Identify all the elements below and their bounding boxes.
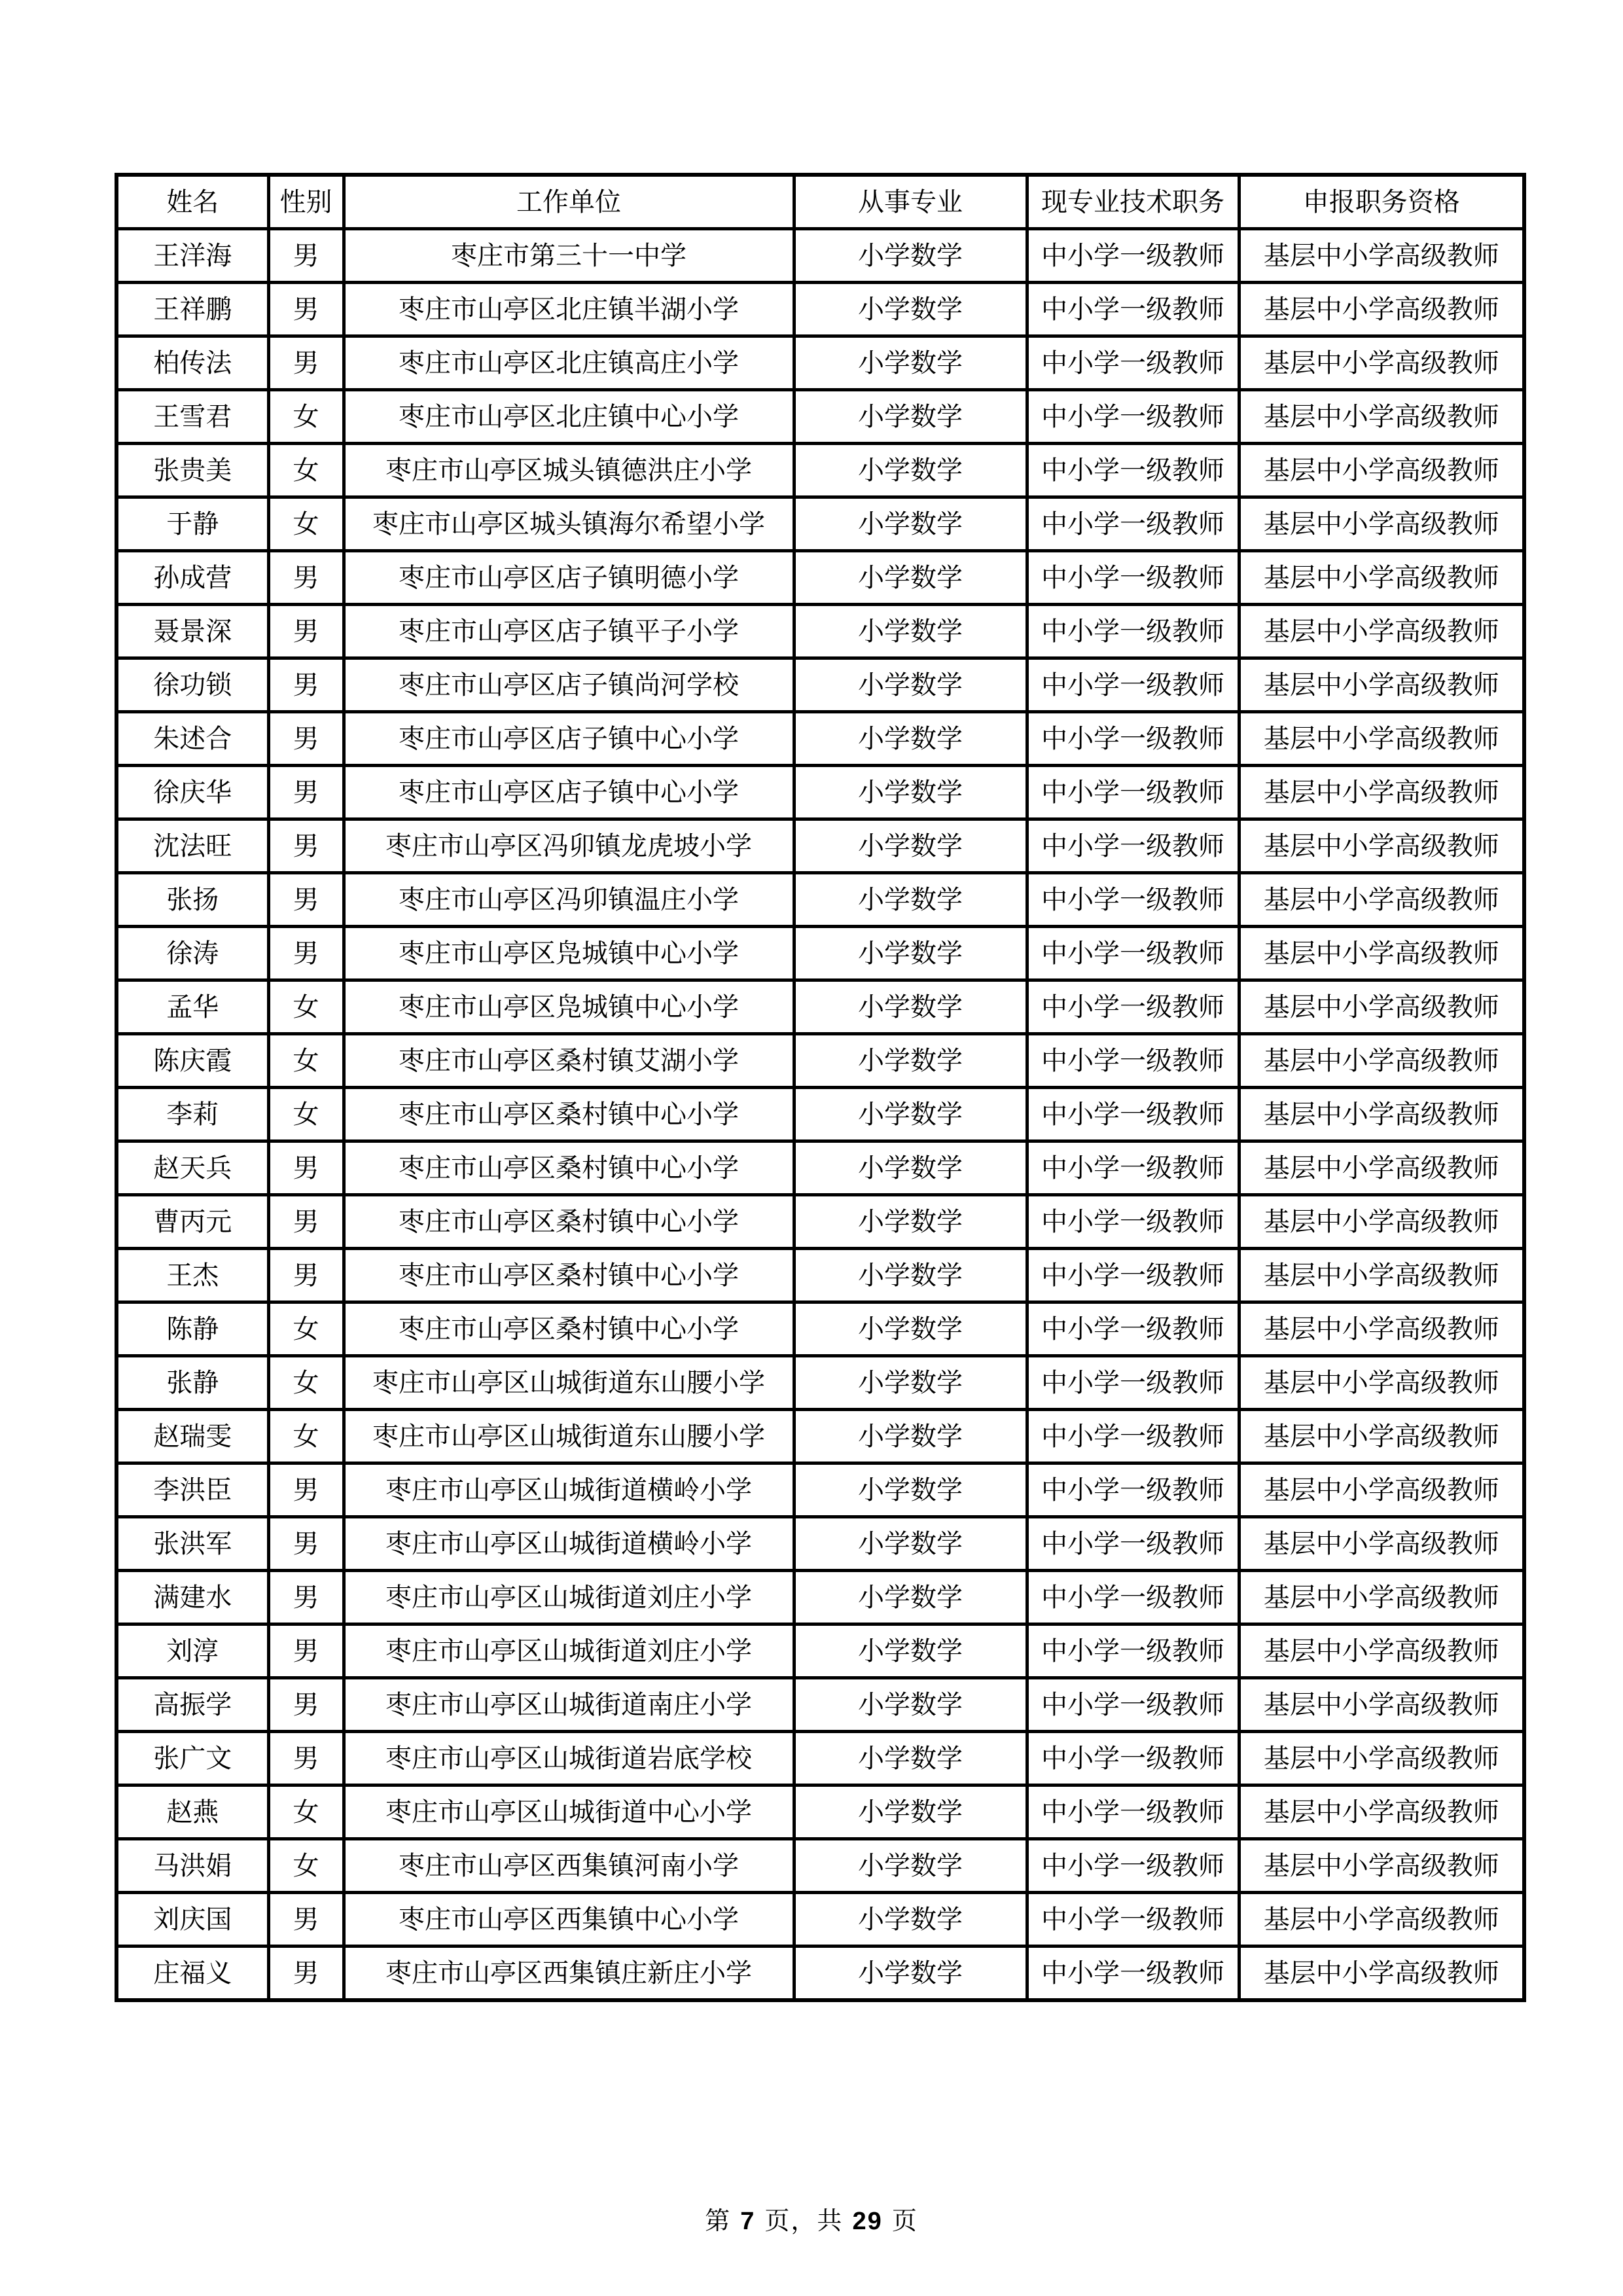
total-pages-number: 29 <box>852 2208 883 2235</box>
cell-applied-qualification: 基层中小学高级教师 <box>1239 766 1524 819</box>
cell-current-title: 中小学一级教师 <box>1027 766 1239 819</box>
cell-gender: 男 <box>268 605 344 658</box>
cell-work-unit: 枣庄市山亭区冯卯镇龙虎坡小学 <box>344 819 794 873</box>
cell-gender: 女 <box>268 444 344 497</box>
cell-applied-qualification: 基层中小学高级教师 <box>1239 819 1524 873</box>
cell-major: 小学数学 <box>794 497 1027 551</box>
header-applied-qualification: 申报职务资格 <box>1239 175 1524 229</box>
cell-name: 王雪君 <box>116 390 268 444</box>
cell-work-unit: 枣庄市山亭区山城街道横岭小学 <box>344 1517 794 1571</box>
cell-current-title: 中小学一级教师 <box>1027 658 1239 712</box>
cell-major: 小学数学 <box>794 980 1027 1034</box>
cell-major: 小学数学 <box>794 1517 1027 1571</box>
footer-suffix: 页 <box>891 2206 918 2235</box>
table-row <box>116 229 1524 283</box>
cell-applied-qualification: 基层中小学高级教师 <box>1239 1034 1524 1088</box>
cell-name: 徐涛 <box>116 927 268 980</box>
cell-name: 张贵美 <box>116 444 268 497</box>
cell-name: 柏传法 <box>116 336 268 390</box>
table-row <box>116 873 1524 927</box>
table-row <box>116 927 1524 980</box>
cell-gender: 男 <box>268 1571 344 1624</box>
cell-work-unit: 枣庄市山亭区北庄镇高庄小学 <box>344 336 794 390</box>
cell-applied-qualification: 基层中小学高级教师 <box>1239 1571 1524 1624</box>
cell-applied-qualification: 基层中小学高级教师 <box>1239 1302 1524 1356</box>
cell-work-unit: 枣庄市山亭区店子镇尚河学校 <box>344 658 794 712</box>
table-row <box>116 1249 1524 1302</box>
cell-gender: 女 <box>268 1034 344 1088</box>
cell-applied-qualification: 基层中小学高级教师 <box>1239 980 1524 1034</box>
cell-work-unit: 枣庄市山亭区城头镇海尔希望小学 <box>344 497 794 551</box>
table-header-row <box>116 175 1524 229</box>
cell-current-title: 中小学一级教师 <box>1027 229 1239 283</box>
cell-name: 孙成营 <box>116 551 268 605</box>
cell-name: 沈法旺 <box>116 819 268 873</box>
cell-work-unit: 枣庄市山亭区凫城镇中心小学 <box>344 927 794 980</box>
cell-major: 小学数学 <box>794 1302 1027 1356</box>
cell-applied-qualification: 基层中小学高级教师 <box>1239 551 1524 605</box>
cell-current-title: 中小学一级教师 <box>1027 1088 1239 1141</box>
cell-work-unit: 枣庄市山亭区桑村镇中心小学 <box>344 1088 794 1141</box>
cell-major: 小学数学 <box>794 1839 1027 1893</box>
cell-work-unit: 枣庄市山亭区山城街道东山腰小学 <box>344 1410 794 1463</box>
cell-major: 小学数学 <box>794 1356 1027 1410</box>
table-row <box>116 497 1524 551</box>
cell-name: 朱述合 <box>116 712 268 766</box>
cell-name: 刘庆国 <box>116 1893 268 1946</box>
cell-current-title: 中小学一级教师 <box>1027 1946 1239 2001</box>
cell-major: 小学数学 <box>794 1195 1027 1249</box>
cell-major: 小学数学 <box>794 551 1027 605</box>
cell-work-unit: 枣庄市山亭区山城街道横岭小学 <box>344 1463 794 1517</box>
cell-work-unit: 枣庄市山亭区凫城镇中心小学 <box>344 980 794 1034</box>
cell-current-title: 中小学一级教师 <box>1027 551 1239 605</box>
cell-gender: 男 <box>268 1141 344 1195</box>
cell-gender: 男 <box>268 873 344 927</box>
cell-applied-qualification: 基层中小学高级教师 <box>1239 1893 1524 1946</box>
cell-gender: 男 <box>268 1624 344 1678</box>
cell-major: 小学数学 <box>794 873 1027 927</box>
current-page-number: 7 <box>740 2208 756 2235</box>
cell-work-unit: 枣庄市山亭区北庄镇中心小学 <box>344 390 794 444</box>
cell-applied-qualification: 基层中小学高级教师 <box>1239 283 1524 336</box>
cell-major: 小学数学 <box>794 819 1027 873</box>
cell-name: 赵瑞雯 <box>116 1410 268 1463</box>
cell-name: 聂景深 <box>116 605 268 658</box>
cell-work-unit: 枣庄市第三十一中学 <box>344 229 794 283</box>
cell-current-title: 中小学一级教师 <box>1027 605 1239 658</box>
cell-work-unit: 枣庄市山亭区店子镇中心小学 <box>344 712 794 766</box>
cell-work-unit: 枣庄市山亭区西集镇河南小学 <box>344 1839 794 1893</box>
table-row <box>116 1463 1524 1517</box>
cell-applied-qualification: 基层中小学高级教师 <box>1239 1678 1524 1732</box>
cell-major: 小学数学 <box>794 1893 1027 1946</box>
cell-major: 小学数学 <box>794 1571 1027 1624</box>
cell-current-title: 中小学一级教师 <box>1027 336 1239 390</box>
cell-applied-qualification: 基层中小学高级教师 <box>1239 390 1524 444</box>
cell-work-unit: 枣庄市山亭区山城街道岩底学校 <box>344 1732 794 1785</box>
cell-name: 赵天兵 <box>116 1141 268 1195</box>
table-row <box>116 1571 1524 1624</box>
cell-name: 满建水 <box>116 1571 268 1624</box>
table-row <box>116 1088 1524 1141</box>
cell-work-unit: 枣庄市山亭区桑村镇中心小学 <box>344 1141 794 1195</box>
cell-work-unit: 枣庄市山亭区桑村镇中心小学 <box>344 1302 794 1356</box>
cell-major: 小学数学 <box>794 390 1027 444</box>
cell-work-unit: 枣庄市山亭区城头镇德洪庄小学 <box>344 444 794 497</box>
cell-major: 小学数学 <box>794 927 1027 980</box>
table-row <box>116 390 1524 444</box>
cell-major: 小学数学 <box>794 1463 1027 1517</box>
cell-gender: 女 <box>268 497 344 551</box>
cell-name: 李莉 <box>116 1088 268 1141</box>
cell-work-unit: 枣庄市山亭区桑村镇艾湖小学 <box>344 1034 794 1088</box>
cell-current-title: 中小学一级教师 <box>1027 1302 1239 1356</box>
cell-name: 陈静 <box>116 1302 268 1356</box>
cell-current-title: 中小学一级教师 <box>1027 1517 1239 1571</box>
cell-work-unit: 枣庄市山亭区北庄镇半湖小学 <box>344 283 794 336</box>
cell-name: 马洪娟 <box>116 1839 268 1893</box>
cell-name: 李洪臣 <box>116 1463 268 1517</box>
cell-gender: 男 <box>268 1678 344 1732</box>
cell-work-unit: 枣庄市山亭区店子镇明德小学 <box>344 551 794 605</box>
header-name: 姓名 <box>116 175 268 229</box>
cell-major: 小学数学 <box>794 283 1027 336</box>
teacher-roster-table <box>115 173 1526 2002</box>
cell-current-title: 中小学一级教师 <box>1027 819 1239 873</box>
cell-major: 小学数学 <box>794 712 1027 766</box>
header-work-unit: 工作单位 <box>344 175 794 229</box>
cell-current-title: 中小学一级教师 <box>1027 1410 1239 1463</box>
cell-applied-qualification: 基层中小学高级教师 <box>1239 1141 1524 1195</box>
cell-name: 王洋海 <box>116 229 268 283</box>
cell-gender: 女 <box>268 1785 344 1839</box>
cell-current-title: 中小学一级教师 <box>1027 1785 1239 1839</box>
cell-applied-qualification: 基层中小学高级教师 <box>1239 927 1524 980</box>
cell-gender: 男 <box>268 551 344 605</box>
cell-applied-qualification: 基层中小学高级教师 <box>1239 712 1524 766</box>
cell-name: 张广文 <box>116 1732 268 1785</box>
cell-name: 曹丙元 <box>116 1195 268 1249</box>
cell-major: 小学数学 <box>794 1410 1027 1463</box>
cell-work-unit: 枣庄市山亭区店子镇平子小学 <box>344 605 794 658</box>
cell-name: 高振学 <box>116 1678 268 1732</box>
cell-major: 小学数学 <box>794 1141 1027 1195</box>
page-footer <box>0 2200 1623 2236</box>
table-row <box>116 1785 1524 1839</box>
cell-applied-qualification: 基层中小学高级教师 <box>1239 444 1524 497</box>
cell-gender: 女 <box>268 980 344 1034</box>
cell-current-title: 中小学一级教师 <box>1027 1356 1239 1410</box>
cell-gender: 男 <box>268 658 344 712</box>
cell-major: 小学数学 <box>794 336 1027 390</box>
cell-work-unit: 枣庄市山亭区山城街道中心小学 <box>344 1785 794 1839</box>
cell-current-title: 中小学一级教师 <box>1027 1034 1239 1088</box>
cell-major: 小学数学 <box>794 1732 1027 1785</box>
cell-applied-qualification: 基层中小学高级教师 <box>1239 1249 1524 1302</box>
cell-major: 小学数学 <box>794 1034 1027 1088</box>
cell-applied-qualification: 基层中小学高级教师 <box>1239 229 1524 283</box>
cell-current-title: 中小学一级教师 <box>1027 873 1239 927</box>
cell-major: 小学数学 <box>794 1624 1027 1678</box>
table-row <box>116 336 1524 390</box>
cell-current-title: 中小学一级教师 <box>1027 283 1239 336</box>
header-major: 从事专业 <box>794 175 1027 229</box>
cell-current-title: 中小学一级教师 <box>1027 1893 1239 1946</box>
cell-gender: 男 <box>268 283 344 336</box>
footer-middle: 页，共 <box>764 2206 844 2235</box>
table-row <box>116 766 1524 819</box>
cell-work-unit: 枣庄市山亭区桑村镇中心小学 <box>344 1249 794 1302</box>
cell-gender: 女 <box>268 390 344 444</box>
cell-applied-qualification: 基层中小学高级教师 <box>1239 1410 1524 1463</box>
cell-gender: 女 <box>268 1839 344 1893</box>
cell-work-unit: 枣庄市山亭区西集镇庄新庄小学 <box>344 1946 794 2001</box>
cell-major: 小学数学 <box>794 605 1027 658</box>
table-row <box>116 1732 1524 1785</box>
cell-name: 张扬 <box>116 873 268 927</box>
table-row <box>116 1893 1524 1946</box>
cell-current-title: 中小学一级教师 <box>1027 1732 1239 1785</box>
cell-current-title: 中小学一级教师 <box>1027 1249 1239 1302</box>
cell-applied-qualification: 基层中小学高级教师 <box>1239 873 1524 927</box>
cell-major: 小学数学 <box>794 766 1027 819</box>
table-row <box>116 658 1524 712</box>
cell-gender: 女 <box>268 1410 344 1463</box>
cell-major: 小学数学 <box>794 1088 1027 1141</box>
cell-gender: 男 <box>268 229 344 283</box>
cell-major: 小学数学 <box>794 444 1027 497</box>
cell-current-title: 中小学一级教师 <box>1027 927 1239 980</box>
cell-applied-qualification: 基层中小学高级教师 <box>1239 1624 1524 1678</box>
table-row <box>116 1195 1524 1249</box>
cell-name: 于静 <box>116 497 268 551</box>
cell-gender: 男 <box>268 1463 344 1517</box>
table-row <box>116 1410 1524 1463</box>
table-row <box>116 980 1524 1034</box>
cell-applied-qualification: 基层中小学高级教师 <box>1239 1785 1524 1839</box>
table-row <box>116 605 1524 658</box>
table-row <box>116 1946 1524 2001</box>
cell-applied-qualification: 基层中小学高级教师 <box>1239 1195 1524 1249</box>
cell-work-unit: 枣庄市山亭区冯卯镇温庄小学 <box>344 873 794 927</box>
cell-name: 王杰 <box>116 1249 268 1302</box>
cell-gender: 男 <box>268 1195 344 1249</box>
cell-current-title: 中小学一级教师 <box>1027 712 1239 766</box>
cell-gender: 男 <box>268 1517 344 1571</box>
cell-current-title: 中小学一级教师 <box>1027 1571 1239 1624</box>
cell-applied-qualification: 基层中小学高级教师 <box>1239 1356 1524 1410</box>
cell-applied-qualification: 基层中小学高级教师 <box>1239 1732 1524 1785</box>
cell-name: 张静 <box>116 1356 268 1410</box>
cell-name: 庄福义 <box>116 1946 268 2001</box>
cell-applied-qualification: 基层中小学高级教师 <box>1239 1839 1524 1893</box>
cell-name: 陈庆霞 <box>116 1034 268 1088</box>
cell-gender: 男 <box>268 819 344 873</box>
cell-work-unit: 枣庄市山亭区桑村镇中心小学 <box>344 1195 794 1249</box>
table-row <box>116 1517 1524 1571</box>
cell-major: 小学数学 <box>794 1785 1027 1839</box>
cell-major: 小学数学 <box>794 658 1027 712</box>
cell-major: 小学数学 <box>794 1946 1027 2001</box>
cell-current-title: 中小学一级教师 <box>1027 1463 1239 1517</box>
table-row <box>116 1624 1524 1678</box>
cell-name: 张洪军 <box>116 1517 268 1571</box>
cell-current-title: 中小学一级教师 <box>1027 1678 1239 1732</box>
table-row <box>116 712 1524 766</box>
cell-current-title: 中小学一级教师 <box>1027 497 1239 551</box>
table-row <box>116 819 1524 873</box>
cell-gender: 男 <box>268 1946 344 2001</box>
cell-work-unit: 枣庄市山亭区山城街道刘庄小学 <box>344 1624 794 1678</box>
cell-gender: 男 <box>268 336 344 390</box>
cell-applied-qualification: 基层中小学高级教师 <box>1239 605 1524 658</box>
table-row <box>116 444 1524 497</box>
table-row <box>116 551 1524 605</box>
table-row <box>116 1141 1524 1195</box>
cell-name: 徐庆华 <box>116 766 268 819</box>
cell-gender: 男 <box>268 1249 344 1302</box>
cell-name: 赵燕 <box>116 1785 268 1839</box>
cell-current-title: 中小学一级教师 <box>1027 444 1239 497</box>
table-row <box>116 1839 1524 1893</box>
cell-current-title: 中小学一级教师 <box>1027 1839 1239 1893</box>
cell-gender: 男 <box>268 1893 344 1946</box>
table-row <box>116 283 1524 336</box>
cell-applied-qualification: 基层中小学高级教师 <box>1239 1463 1524 1517</box>
cell-gender: 男 <box>268 766 344 819</box>
table-row <box>116 1302 1524 1356</box>
header-gender: 性别 <box>268 175 344 229</box>
cell-current-title: 中小学一级教师 <box>1027 1141 1239 1195</box>
cell-name: 孟华 <box>116 980 268 1034</box>
cell-applied-qualification: 基层中小学高级教师 <box>1239 336 1524 390</box>
cell-major: 小学数学 <box>794 1678 1027 1732</box>
cell-applied-qualification: 基层中小学高级教师 <box>1239 658 1524 712</box>
cell-gender: 女 <box>268 1356 344 1410</box>
cell-work-unit: 枣庄市山亭区西集镇中心小学 <box>344 1893 794 1946</box>
cell-major: 小学数学 <box>794 229 1027 283</box>
table-row <box>116 1034 1524 1088</box>
cell-applied-qualification: 基层中小学高级教师 <box>1239 1517 1524 1571</box>
footer-prefix: 第 <box>705 2206 732 2235</box>
cell-work-unit: 枣庄市山亭区店子镇中心小学 <box>344 766 794 819</box>
cell-current-title: 中小学一级教师 <box>1027 980 1239 1034</box>
cell-gender: 男 <box>268 712 344 766</box>
cell-work-unit: 枣庄市山亭区山城街道东山腰小学 <box>344 1356 794 1410</box>
cell-applied-qualification: 基层中小学高级教师 <box>1239 1946 1524 2001</box>
header-current-title: 现专业技术职务 <box>1027 175 1239 229</box>
cell-current-title: 中小学一级教师 <box>1027 1195 1239 1249</box>
cell-work-unit: 枣庄市山亭区山城街道南庄小学 <box>344 1678 794 1732</box>
cell-gender: 女 <box>268 1088 344 1141</box>
cell-gender: 男 <box>268 927 344 980</box>
cell-work-unit: 枣庄市山亭区山城街道刘庄小学 <box>344 1571 794 1624</box>
cell-gender: 女 <box>268 1302 344 1356</box>
cell-applied-qualification: 基层中小学高级教师 <box>1239 1088 1524 1141</box>
cell-current-title: 中小学一级教师 <box>1027 390 1239 444</box>
cell-major: 小学数学 <box>794 1249 1027 1302</box>
cell-name: 徐功锁 <box>116 658 268 712</box>
cell-name: 王祥鹏 <box>116 283 268 336</box>
cell-applied-qualification: 基层中小学高级教师 <box>1239 497 1524 551</box>
cell-current-title: 中小学一级教师 <box>1027 1624 1239 1678</box>
cell-gender: 男 <box>268 1732 344 1785</box>
cell-name: 刘淳 <box>116 1624 268 1678</box>
table-row <box>116 1356 1524 1410</box>
table-body <box>116 229 1524 2001</box>
table-row <box>116 1678 1524 1732</box>
